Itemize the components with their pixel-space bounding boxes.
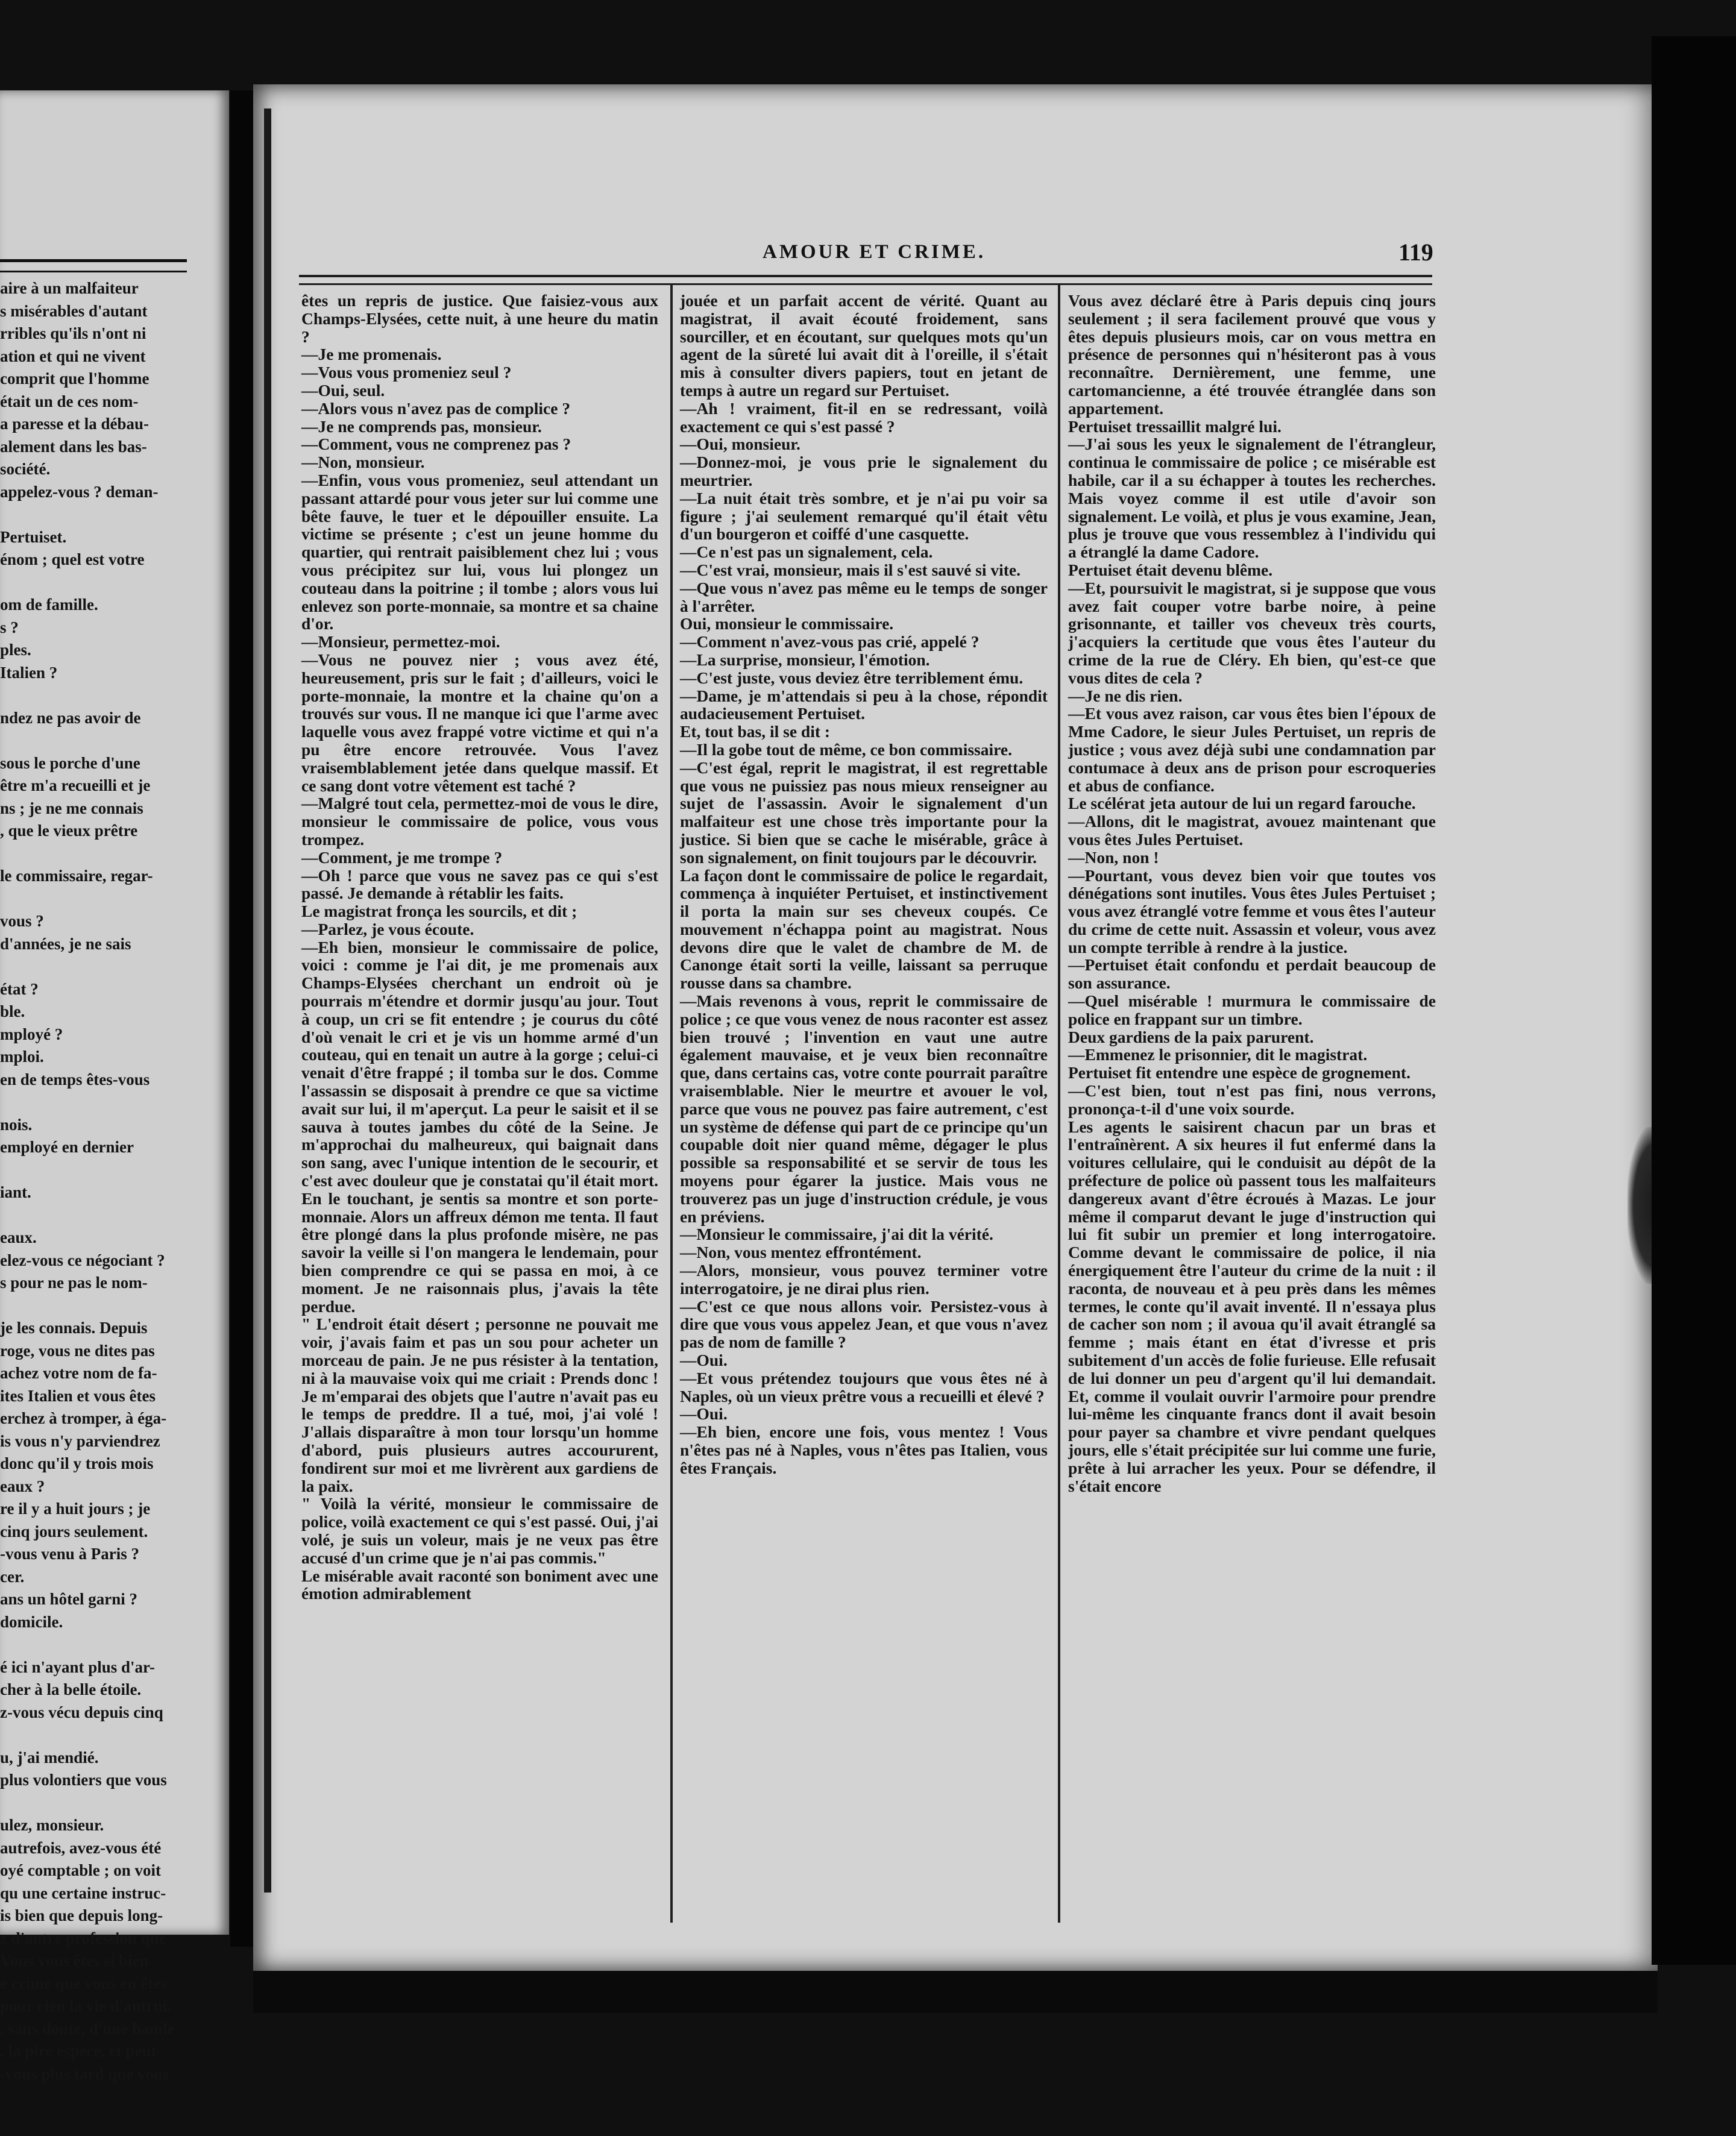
previous-page-line: eaux ? — [0, 1477, 45, 1495]
paragraph: êtes un repris de justice. Que faisiez-vous aux Champs-Elysées, cette nuit, à une heure du matin ? — [301, 291, 658, 346]
paragraph: —Comment, je me trompe ? — [301, 847, 503, 867]
previous-page-line: -vous venu à Paris ? — [0, 1545, 140, 1563]
paragraph: —C'est juste, vous deviez être terriblement ému. — [680, 668, 1024, 687]
previous-page-line: ples. — [0, 641, 31, 659]
paragraph: —Il la gobe tout de même, ce bon commissaire. — [680, 740, 1012, 759]
scan-border-right — [1652, 36, 1736, 1965]
paragraph: Pertuiset fit entendre une espèce de grognement. — [1068, 1063, 1410, 1082]
paragraph: —Oui, seul. — [301, 380, 385, 400]
paragraph: La façon dont le commissaire de police le regardait, commença à inquiéter Pertuiset, et instinctivement il porta la main sur ses cheveux coupés. Ce mouvement n'échappa point au magistrat. Nous devons dire que le valet de chambre de M. de Canonge était sorti la veille, laissant sa perruque rousse dans sa chambre. — [680, 865, 1048, 993]
previous-page-line — [0, 955, 224, 978]
previous-page-line: erchez à tromper, à éga- — [0, 1409, 167, 1427]
paragraph: jouée et un parfait accent de vérité. Quant au magistrat, il avait écouté froidement, sans sourciller, et en écoutant, sur quelques mots qu'un agent de la sûreté lui avait dit à l'oreille, il s'était mis à consulter divers papiers, tout en jetant de temps à autre un regard sur Pertuiset. — [680, 291, 1048, 400]
paragraph: —Pertuiset était confondu et perdait beaucoup de son assurance. — [1068, 955, 1436, 993]
previous-page-line: d'années, je ne sais — [0, 934, 131, 953]
paragraph: —Oui. — [680, 1404, 728, 1424]
previous-page-line: être m'a recueilli et je — [0, 776, 151, 794]
paragraph: —Enfin, vous vous promeniez, seul attendant un passant attardé pour vous jeter sur lui comme une bête fauve, le tuer et le dépouiller ensuite. La victime se présente ; c'est un jeune homme du quartier, qui rentrait paisiblement chez lui ; vous vous précipitez sur lui, vous lui plongez un couteau dans la poitrine ; il tombe ; alors vous lui enlevez son porte-monnaie, sa montre et sa chaine d'or. — [301, 470, 658, 633]
paragraph: —J'ai sous les yeux le signalement de l'étrangleur, continua le commissaire de police ; ce misérable est habile, car il a su échapper à toutes les recherches. Mais voyez comme il est utile d'avoir son signalement. Le voilà, et plus je vous examine, Jean, plus je trouve que vous ressemblez à l'individu qui a étranglé la dame Cadore. — [1068, 435, 1436, 562]
paragraph: —C'est égal, reprit le magistrat, il est regrettable que vous ne puissiez pas nous mieux renseigner au sujet de l'assassin. Avoir le signalement d'un malfaiteur est une chose très importante pour la justice. Si bien que se cache le misérable, grâce à son signalement, on finit toujours par le découvrir. — [680, 758, 1048, 867]
previous-page-line: domicile. — [0, 1612, 63, 1631]
paragraph: " L'endroit était désert ; personne ne pouvait me voir, j'avais faim et pas un sou pour acheter un morceau de pain. Je ne pus résister à la tentation, ni à la mauvaise voix qui me criait : Prends donc ! Je m'emparai des objets que l'autre n'avait pas eu le temps de preddre. Il a tué, moi, j'ai volé ! J'allais disparaître à mon tour lorsqu'un homme d'abord, puis plusieurs autres accoururent, fondirent sur moi et me livrèrent aux gardiens de la paix. — [301, 1315, 658, 1495]
running-head-title: AMOUR ET CRIME. — [763, 241, 986, 263]
paragraph: —C'est vrai, monsieur, mais il s'est sauvé si vite. — [680, 560, 1021, 579]
previous-page-line: , la pire espèce, et peut- — [0, 2042, 162, 2060]
previous-page-line: ble. — [0, 1002, 25, 1020]
previous-page-line: rribles qu'ils n'ont ni — [0, 324, 146, 342]
previous-page-line: ulez, monsieur. — [0, 1816, 104, 1834]
previous-page-line: roge, vous ne dites pas — [0, 1341, 155, 1360]
previous-page-line — [0, 571, 224, 594]
paragraph: Le scélérat jeta autour de lui un regard farouche. — [1068, 794, 1416, 813]
previous-page-line — [0, 1724, 224, 1747]
paragraph: —Parlez, je vous écoute. — [301, 919, 474, 938]
paragraph: —Comment, vous ne comprenez pas ? — [301, 435, 571, 454]
text-column-2 — [680, 292, 1048, 1913]
previous-page-line: oyé comptable ; on voit — [0, 1861, 161, 1879]
previous-page-line: énom ; quel est votre — [0, 550, 145, 568]
previous-page-line: qu une certaine instruc- — [0, 1883, 166, 1902]
paragraph: —Non, monsieur. — [301, 453, 425, 472]
paragraph: —Alors vous n'avez pas de complice ? — [301, 398, 571, 418]
previous-page-line: s misérables d'autant — [0, 301, 148, 320]
previous-page-fragment — [0, 90, 229, 2083]
paragraph: Vous avez déclaré être à Paris depuis cinq jours seulement ; il sera facilement prouvé que vous y êtes depuis plusieurs mois, car on vous mettra en présence de personnes qui n'hésiteront pas à vous reconnaître. Dernièrement, une femme, une cartomancienne, a été trouvée étranglée dans son appartement. — [1068, 291, 1436, 418]
previous-page-line: appelez-vous ? deman- — [0, 482, 159, 501]
previous-page-line: e crime que vous en êtes — [0, 1974, 167, 1993]
paragraph: —Et vous prétendez toujours que vous êtes né à Naples, où un vieux prêtre vous a recueilli et élevé ? — [680, 1368, 1048, 1406]
previous-page-line: achez votre nom de fa- — [0, 1364, 157, 1382]
paragraph: —Vous vous promeniez seul ? — [301, 363, 512, 382]
previous-page-line: z-vous vécu depuis cinq — [0, 1703, 163, 1721]
previous-page-line: cinq jours seulement. — [0, 1522, 148, 1541]
previous-page-line: alement dans les bas- — [0, 437, 147, 456]
previous-page-line: je les connais. Depuis — [0, 1319, 148, 1337]
previous-page-text — [0, 277, 224, 2085]
paragraph: —Eh bien, monsieur le commissaire de police, voici : comme je l'ai dit, je me promenais aux Champs-Elysées cherchant un endroit où je pourrais m'étendre et dormir jusqu'au jour. Tout à coup, un cri se fit entendre ; je courus du côté d'où venait le cri et je vis un homme armé d'un couteau, qui en tenait un autre à la gorge ; celui-ci venait d'être frappé ; il tomba sur le dos. Comme l'assassin se disposait à prendre ce que sa victime avait sur lui, il m'aperçut. La peur le saisit et il se sauva à toutes jambes du côté de la Seine. Je m'approchai du malheureux, qui baignait dans son sang, avec l'unique intention de le secourir, et c'est avec douleur que je constatai qu'il était mort. En le touchant, je sentis sa montre et son porte-monnaie. Alors un affreux démon me tenta. Il faut être plongé dans la plus profonde misère, ne pas savoir la veille si l'on mangera le lendemain, pour bien comprendre ce qui se passa en moi, à ce moment. Je ne raisonnais plus, j'avais la tête perdue. — [301, 937, 658, 1316]
previous-page-line: comprit que l'homme — [0, 369, 149, 388]
paragraph: —Monsieur le commissaire, j'ai dit la vérité. — [680, 1225, 993, 1244]
paragraph: Deux gardiens de la paix parurent. — [1068, 1027, 1314, 1046]
previous-page-line: iant. — [0, 1183, 31, 1201]
previous-page-line: ans un hôtel garni ? — [0, 1590, 138, 1608]
previous-page-line: était un de ces nom- — [0, 392, 139, 410]
paragraph: —Dame, je m'attendais si peu à la chose, répondit audacieusement Pertuiset. — [680, 686, 1048, 723]
paragraph: Pertuiset était devenu blême. — [1068, 560, 1273, 579]
previous-page-line — [0, 843, 224, 865]
paragraph: —Alors, monsieur, vous pouvez terminer votre interrogatoire, je ne dirai plus rien. — [680, 1261, 1048, 1298]
previous-page-line: é ici n'ayant plus d'ar- — [0, 1657, 156, 1676]
paragraph: —Et vous avez raison, car vous êtes bien l'époux de Mme Cadore, le sieur Jules Pertuiset, un repris de justice ; vous avez déjà subi une condamnation par contumace à deux ans de prison pour escroqueries et abus de confiance. — [1068, 704, 1436, 795]
previous-page-line — [0, 1792, 224, 1815]
paragraph: —Je ne dis rien. — [1068, 686, 1183, 705]
previous-page-line: pour rien la vie d'autrui. — [0, 1997, 171, 2015]
paragraph: Et, tout bas, il se dit : — [680, 722, 831, 741]
paragraph: —Non, vous mentez effrontément. — [680, 1243, 922, 1262]
previous-page-line: le commissaire, regar- — [0, 867, 153, 885]
previous-page-line — [0, 1091, 224, 1114]
paragraph: —Ce n'est pas un signalement, cela. — [680, 542, 933, 562]
previous-page-line: , sans doute, d'une bande — [0, 2019, 175, 2038]
previous-page-line — [0, 684, 224, 707]
previous-page-line: ites Italien et vous êtes — [0, 1386, 156, 1405]
paragraph: —Non, non ! — [1068, 847, 1159, 867]
paragraph: —Et, poursuivit le magistrat, si je suppose que vous avez fait couper votre barbe noire, à peine grisonnante, et tailler vos cheveux très courts, j'acquiers la certitude que vous êtes l'auteur du crime de la rue de Cléry. Eh bien, qu'est-ce que vous dites de cela ? — [1068, 578, 1436, 687]
paragraph: —Oh ! parce que vous ne savez pas ce qui s'est passé. Je demande à rétablir les faits. — [301, 865, 658, 903]
previous-page-line: ndez ne pas avoir de — [0, 708, 141, 727]
paragraph: —C'est bien, tout n'est pas fini, nous verrons, prononça-t-il d'une voix sourde. — [1068, 1081, 1436, 1118]
paragraph: —La nuit était très sombre, et je n'ai pu voir sa figure ; j'ai seulement remarqué qu'il était vêtu d'un bourgeron et coiffé d'une casquette. — [680, 488, 1048, 544]
paragraph: —Je ne comprends pas, monsieur. — [301, 416, 542, 436]
previous-page-line — [0, 1295, 224, 1318]
paragraph: Les agents le saisirent chacun par un bras et l'entraînèrent. A six heures il fut enfermé dans la voitures cellulaire, qui le conduisit au dépôt de la préfecture de police où passent tous les malfaiteurs dangereux avant d'être écroués à Mazas. Le jour même il comparut devant le juge d'instruction qui lui fit subir un premier et long interrogatoire. Comme devant le commissaire de police, il nia énergiquement être l'auteur du crime de la nuit : il raconta, de nouveau et à peu près dans les mêmes termes, le conte qu'il avait inventé. Il n'essaya plus de cacher son nom ; il avoua qu'il avait étranglé sa femme ; mais étant en état d'ivresse et pris subitement d'un accès de folie furieuse. Elle refusait de lui donner un peu d'argent qu'il lui demandait. Et, comme il voulait ouvrir l'armoire pour prendre lui-même les cinquante francs dont il avait besoin pour payer sa chambre et vivre pendant quelques jours, elle s'était précipitée sur lui comme une furie, prête à lui arracher les yeux. Pour se défendre, il s'était encore — [1068, 1117, 1436, 1495]
paragraph: —Quel misérable ! murmura le commissaire de police en frappant sur un timbre. — [1068, 991, 1436, 1028]
previous-page-line: aire à un malfaiteur — [0, 279, 139, 297]
previous-page-line: z d'autre profession que — [0, 1929, 166, 1947]
previous-page-line: elez-vous ce négociant ? — [0, 1251, 165, 1269]
previous-page-line — [0, 1159, 224, 1182]
previous-page-line: , que le vieux prêtre — [0, 821, 138, 840]
previous-page-line: u, j'ai mendié. — [0, 1748, 99, 1767]
paragraph: —Oui. — [680, 1351, 728, 1370]
paragraph: " Voilà la vérité, monsieur le commissaire de police, voilà exactement ce qui s'est passé. Oui, j'ai volé, je suis un voleur, mais je ne veux pas être accusé d'un crime que je n'ai pas commis." — [301, 1494, 658, 1567]
paragraph: —Ah ! vraiment, fit-il en se redressant, voilà exactement ce qui s'est passé ? — [680, 398, 1048, 436]
previous-page-line — [0, 729, 224, 752]
previous-page-line: ns ; je ne me connais — [0, 799, 143, 817]
paragraph: Le magistrat fronça les sourcils, et dit ; — [301, 902, 577, 921]
page-edge-line — [264, 108, 271, 1893]
previous-page-line: mployé ? — [0, 1025, 63, 1043]
previous-page-line: employé en dernier — [0, 1138, 134, 1156]
previous-page-line: om de famille. — [0, 595, 98, 614]
previous-page-double-rule — [0, 259, 187, 272]
previous-page-line — [0, 888, 224, 911]
previous-page-line — [0, 503, 224, 526]
previous-page-line: Italien ? — [0, 663, 58, 682]
paragraph: —Que vous n'avez pas même eu le temps de songer à l'arrêter. — [680, 578, 1048, 615]
paragraph: —Oui, monsieur. — [680, 435, 800, 454]
column-separator — [1058, 283, 1060, 1923]
previous-page-line: is bien que depuis long- — [0, 1906, 163, 1924]
previous-page-line: Pertuiset. — [0, 527, 67, 546]
previous-page-line: nois. — [0, 1115, 33, 1134]
text-column-1 — [301, 292, 658, 1913]
previous-page-line: s pour ne pas le nom- — [0, 1274, 148, 1292]
previous-page-line: s ? — [0, 618, 19, 636]
previous-page-line: société. — [0, 460, 51, 478]
paragraph: Pertuiset tressaillit malgré lui. — [1068, 416, 1282, 436]
paragraph: —Donnez-moi, je vous prie le signalement du meurtrier. — [680, 453, 1048, 489]
page-number: 119 — [1398, 239, 1433, 266]
previous-page-line: Vous vous êtes si bien — [0, 1952, 149, 1970]
previous-page-line: sous le porche d'une — [0, 753, 140, 772]
paragraph: —Comment n'avez-vous pas crié, appelé ? — [680, 632, 980, 652]
scan-border-bottom — [253, 1971, 1658, 2013]
previous-page-line: re il y a huit jours ; je — [0, 1500, 151, 1518]
paragraph: —C'est ce que nous allons voir. Persistez-vous à dire que vous vous appelez Jean, et que vous n'avez pas de nom de famille ? — [680, 1296, 1048, 1352]
paragraph: Oui, monsieur le commissaire. — [680, 614, 894, 633]
paragraph: —Allons, dit le magistrat, avouez maintenant que vous êtes Jules Pertuiset. — [1068, 812, 1436, 849]
paragraph: —Malgré tout cela, permettez-moi de vous le dire, monsieur le commissaire de police, vous vous trompez. — [301, 794, 658, 849]
previous-page-line: a paresse et la débau- — [0, 415, 149, 433]
previous-page-line: ation et qui ne vivent — [0, 347, 146, 365]
paragraph: —Mais revenons à vous, reprit le commissaire de police ; ce que vous venez de nous raconter est assez bien trouvé ; l'invention en vaut une autre également mauvaise, et je veux bien reconnaître que, dans certains cas, votre conte pourrait paraître vraisemblable. Nier le meurtre et avouer le vol, parce que vous ne pouvez pas faire autrement, c'est un système de défense qui part de ce principe qu'un coupable doit nier quand même, dégager le plus possible sa responsabilité et se servir de tous les moyens pour égarer la justice. Mais vous ne trouverez pas un juge d'instruction crédule, je vous en préviens. — [680, 991, 1048, 1226]
previous-page-line — [0, 1204, 224, 1227]
header-double-rule — [299, 275, 1432, 285]
text-column-3 — [1068, 292, 1436, 1913]
paragraph: —Pourtant, vous devez bien voir que toutes vos dénégations sont inutiles. Vous êtes Jules Pertuiset ; vous avez étranglé votre femme et vous êtes l'auteur du crime de cette nuit. Assassin et voleur, vous avez un compte terrible à rendre à la justice. — [1068, 865, 1436, 956]
column-separator — [670, 283, 673, 1923]
previous-page-line: donc qu'il y trois mois — [0, 1454, 154, 1472]
paragraph: —Eh bien, encore une fois, vous mentez ! Vous n'êtes pas né à Naples, vous n'êtes pas Italien, vous êtes Français. — [680, 1422, 1048, 1477]
paragraph: —Je me promenais. — [301, 345, 442, 364]
previous-page-line: cer. — [0, 1567, 25, 1586]
paragraph: —Vous ne pouvez nier ; vous avez été, heureusement, pris sur le fait ; d'ailleurs, voici le porte-monnaie, la montre et la chaine qu'on a trouvés sur vous. Il ne manque ici que l'arme avec laquelle vous avez frappé votre victime et qui n'a pu être encore retrouvée. Vous l'avez vraisemblablement jetée dans quelque massif. Et ce sang dont votre vêtement est taché ? — [301, 650, 658, 795]
previous-page-line: is vous n'y parviendrez — [0, 1431, 160, 1450]
previous-page-line: eaux. — [0, 1228, 37, 1246]
previous-page-line: mploi. — [0, 1048, 44, 1066]
previous-page-line — [0, 1633, 224, 1656]
previous-page-line: -vous plus tard que vous — [0, 2064, 169, 2083]
paragraph: —Monsieur, permettez-moi. — [301, 632, 500, 652]
previous-page-line: plus volontiers que vous — [0, 1771, 167, 1789]
previous-page-line: cher à la belle étoile. — [0, 1680, 142, 1698]
paragraph: —Emmenez le prisonnier, dit le magistrat. — [1068, 1045, 1368, 1064]
previous-page-line: autrefois, avez-vous été — [0, 1838, 162, 1857]
previous-page-line: vous ? — [0, 912, 44, 930]
previous-page-line: état ? — [0, 979, 39, 998]
paragraph: Le misérable avait raconté son boniment avec une émotion admirablement — [301, 1566, 658, 1603]
paragraph: —La surprise, monsieur, l'émotion. — [680, 650, 930, 669]
previous-page-line: en de temps êtes-vous — [0, 1070, 150, 1088]
